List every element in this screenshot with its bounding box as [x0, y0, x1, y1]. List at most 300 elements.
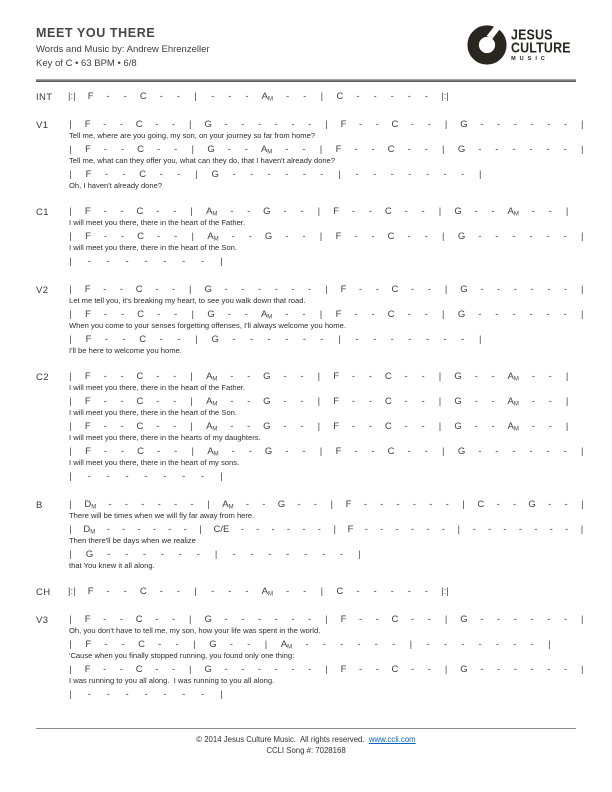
beat-dash: -	[247, 371, 251, 382]
lyric-line: I will meet you there, there in the heart of the Son.	[69, 408, 238, 417]
lyric-line: 'Cause when you finally stopped running, you found only one thing:	[69, 651, 295, 660]
barline: |	[409, 639, 413, 650]
barline: |	[69, 256, 72, 267]
beat-dash: -	[174, 499, 178, 510]
beat-dash: -	[160, 549, 164, 560]
chord-C: C	[139, 334, 147, 345]
beat-dash: -	[407, 586, 411, 597]
beat-dash: -	[351, 371, 356, 382]
barline: |	[214, 549, 218, 560]
beat-dash: -	[308, 614, 312, 625]
beat-dash: -	[245, 586, 249, 597]
beat-dash: -	[158, 639, 162, 650]
repeat-barline: |:|	[68, 586, 76, 597]
beat-dash: -	[491, 206, 495, 217]
beat-dash: -	[302, 446, 306, 457]
beat-dash: -	[351, 206, 356, 217]
beat-dash: -	[274, 284, 278, 295]
beat-dash: -	[374, 639, 378, 650]
beat-dash: -	[231, 446, 235, 457]
beat-dash: -	[232, 334, 236, 345]
beat-dash: -	[529, 144, 533, 155]
beat-dash: -	[563, 119, 568, 130]
beat-dash: -	[355, 334, 359, 345]
barline: |	[69, 309, 72, 320]
beat-dash: -	[245, 91, 249, 102]
beat-dash: -	[274, 614, 278, 625]
beat-dash: -	[171, 664, 176, 675]
beat-dash: -	[168, 524, 172, 535]
section-row	[36, 284, 602, 359]
beat-dash: -	[495, 446, 499, 457]
lyric-line: Tell me, what can they offer you, what can they do, that I haven't already done?	[69, 156, 335, 165]
beat-dash: -	[285, 334, 289, 345]
chord-F: F	[340, 119, 347, 130]
beat-dash: -	[474, 371, 478, 382]
chord-C: C	[137, 309, 144, 320]
beat-dash: -	[368, 421, 372, 432]
beat-dash: -	[159, 586, 163, 597]
beat-dash: -	[407, 231, 411, 242]
chord-C: C	[391, 119, 399, 130]
chord-G: G	[204, 614, 212, 625]
barline: |	[325, 614, 328, 625]
chord-Am: $A_M$	[261, 91, 273, 103]
chord-G: G	[211, 334, 219, 345]
beat-dash: -	[411, 614, 415, 625]
beat-dash: -	[173, 206, 177, 217]
lyric-line: I will meet you there, there in the heart of the Father.	[69, 383, 246, 392]
beat-dash: -	[104, 334, 109, 345]
beat-dash: -	[497, 284, 501, 295]
beat-dash: -	[424, 309, 428, 320]
minor-subscript: M	[212, 376, 218, 383]
beat-dash: -	[351, 396, 356, 407]
beat-dash: -	[297, 499, 301, 510]
beat-dash: -	[531, 421, 535, 432]
beat-dash: -	[354, 231, 358, 242]
barline: |	[581, 309, 584, 320]
beat-dash: -	[144, 689, 148, 700]
beat-dash: -	[354, 309, 358, 320]
beat-dash: -	[547, 664, 551, 675]
barline: |	[69, 421, 72, 432]
barline: |	[317, 421, 321, 432]
beat-dash: -	[371, 231, 375, 242]
chord-G: G	[264, 446, 273, 457]
beat-dash: -	[548, 206, 552, 217]
beat-dash: -	[106, 256, 110, 267]
beat-dash: -	[171, 614, 176, 625]
chord-F: F	[85, 334, 92, 345]
beat-dash: -	[124, 499, 129, 510]
beat-dash: -	[563, 144, 567, 155]
barline: |	[317, 206, 321, 217]
beat-dash: -	[421, 371, 425, 382]
barline: |	[69, 334, 72, 345]
barline: |	[191, 446, 194, 457]
chord-line	[68, 549, 362, 561]
chord-F: F	[84, 284, 91, 295]
beat-dash: -	[425, 169, 430, 180]
beat-dash: -	[230, 396, 234, 407]
beat-dash: -	[496, 499, 500, 510]
beat-dash: -	[240, 524, 244, 535]
barline: |	[69, 169, 72, 180]
beat-dash: -	[155, 284, 159, 295]
beat-dash: -	[106, 471, 110, 482]
beat-dash: -	[244, 309, 248, 320]
beat-dash: -	[120, 309, 125, 320]
beat-dash: -	[488, 524, 492, 535]
beat-dash: -	[308, 119, 312, 130]
chord-C: C	[137, 446, 144, 457]
beat-dash: -	[427, 614, 431, 625]
logo-word-jesus: JESUS	[511, 26, 553, 43]
beat-dash: -	[211, 586, 215, 597]
barline: |	[190, 371, 193, 382]
beat-dash: -	[106, 91, 110, 102]
beat-dash: -	[228, 586, 232, 597]
logo-word-music: MUSIC	[511, 55, 549, 62]
beat-dash: -	[512, 231, 516, 242]
beat-dash: -	[106, 586, 110, 597]
beat-dash: -	[182, 689, 186, 700]
beat-dash: -	[182, 256, 186, 267]
chord-F: F	[85, 231, 91, 242]
beat-dash: -	[407, 446, 411, 457]
barline: |	[193, 639, 196, 650]
beat-dash: -	[285, 144, 289, 155]
beat-dash: -	[491, 396, 495, 407]
chord-line	[68, 206, 570, 218]
minor-subscript: M	[212, 401, 218, 408]
beat-dash: -	[531, 371, 535, 382]
beat-dash: -	[472, 524, 476, 535]
beat-dash: -	[302, 309, 306, 320]
chord-F: F	[85, 169, 92, 180]
beat-dash: -	[359, 119, 363, 130]
chord-G: G	[263, 206, 271, 217]
beat-dash: -	[174, 144, 178, 155]
beat-dash: -	[247, 421, 251, 432]
beat-dash: -	[230, 421, 234, 432]
chord-line	[68, 421, 570, 433]
chord-G: G	[454, 206, 462, 217]
copyright-text: © 2014 Jesus Culture Music. All rights reserved.	[196, 735, 369, 744]
beat-dash: -	[248, 231, 252, 242]
beat-dash: -	[461, 639, 465, 650]
beat-dash: -	[513, 614, 517, 625]
chord-C: C	[139, 91, 147, 102]
beat-dash: -	[171, 284, 176, 295]
beat-dash: -	[549, 524, 553, 535]
beat-dash: -	[564, 499, 568, 510]
chord-Am: $A_M$	[507, 206, 519, 218]
beat-dash: -	[474, 396, 478, 407]
footer	[0, 734, 612, 756]
chord-F: F	[84, 421, 91, 432]
beat-dash: -	[563, 614, 568, 625]
beat-dash: -	[302, 524, 306, 535]
beat-dash: -	[322, 639, 326, 650]
barline: |	[580, 119, 584, 130]
beat-dash: -	[495, 309, 499, 320]
beat-dash: -	[461, 169, 465, 180]
beat-dash: -	[390, 586, 394, 597]
beat-dash: -	[163, 471, 167, 482]
beat-dash: -	[302, 144, 306, 155]
jesus-culture-ring-icon	[466, 24, 508, 66]
minor-subscript: M	[513, 211, 519, 218]
minor-subscript: M	[267, 149, 273, 156]
beat-dash: -	[563, 284, 568, 295]
repeat-barline: |:|	[441, 91, 449, 102]
barline: |	[442, 144, 445, 155]
chord-C: C	[138, 639, 145, 650]
beat-dash: -	[87, 256, 91, 267]
barline: |	[444, 664, 448, 675]
beat-dash: -	[119, 614, 124, 625]
barline: |	[188, 664, 192, 675]
chord-Am: $A_M$	[507, 421, 519, 433]
barline: |	[320, 586, 324, 597]
beat-dash: -	[424, 586, 429, 597]
barline: |	[220, 689, 223, 700]
chord-Dm: $D_M$	[84, 499, 97, 511]
chord-G: G	[460, 614, 468, 625]
beat-dash: -	[224, 664, 228, 675]
chord-F: F	[85, 309, 91, 320]
chord-G: G	[454, 421, 462, 432]
beat-dash: -	[531, 396, 535, 407]
beat-dash: -	[321, 549, 326, 560]
beat-dash: -	[285, 446, 289, 457]
chord-Dm: $D_M$	[83, 524, 96, 536]
section-label-c1: C1	[36, 206, 49, 218]
beat-dash: -	[480, 284, 484, 295]
minor-subscript: M	[287, 644, 293, 651]
chord-F: F	[340, 664, 347, 675]
beat-dash: -	[87, 689, 91, 700]
chord-Am: $A_M$	[207, 446, 219, 458]
beat-dash: -	[241, 664, 245, 675]
jesus-culture-logo	[466, 24, 576, 66]
beat-dash: -	[308, 284, 312, 295]
beat-dash: -	[548, 421, 552, 432]
beat-dash: -	[302, 231, 306, 242]
barline: |	[220, 471, 223, 482]
beat-dash: -	[368, 206, 372, 217]
beat-dash: -	[159, 169, 163, 180]
ccli-link[interactable]: www.ccli.com	[368, 735, 416, 744]
chord-G: G	[277, 499, 286, 510]
beat-dash: -	[305, 639, 309, 650]
beat-dash: -	[529, 309, 533, 320]
beat-dash: -	[123, 586, 127, 597]
chord-G: G	[454, 396, 462, 407]
section-row	[36, 91, 602, 107]
beat-dash: -	[355, 169, 359, 180]
beat-dash: -	[156, 446, 161, 457]
chord-G: G	[460, 284, 468, 295]
barline: |	[358, 549, 361, 560]
section-label-ch: CH	[36, 586, 51, 598]
section-label-v2: V2	[36, 284, 49, 296]
beat-dash: -	[503, 524, 507, 535]
chord-line	[68, 396, 570, 408]
chord-G: G	[460, 119, 468, 130]
beat-dash: -	[421, 206, 425, 217]
beat-dash: -	[173, 371, 177, 382]
beat-dash: -	[173, 396, 177, 407]
chord-C: C	[387, 309, 395, 320]
barline: |	[581, 231, 584, 242]
beat-dash: -	[497, 119, 501, 130]
lyric-line: I will meet you there, there in the heart of my sons.	[69, 458, 240, 467]
beat-dash: -	[174, 231, 178, 242]
section-lines	[68, 206, 602, 272]
lyric-line: I will meet you there, there in the hearts of my daughters.	[69, 433, 261, 442]
beat-dash: -	[285, 169, 289, 180]
chord-F: F	[84, 371, 91, 382]
beat-dash: -	[404, 206, 408, 217]
chord-G: G	[457, 309, 466, 320]
section-lines	[68, 586, 602, 602]
beat-dash: -	[119, 664, 124, 675]
beat-dash: -	[410, 524, 415, 535]
key-tempo-meter: Key of C • 63 BPM • 6/8	[36, 58, 137, 69]
chord-line	[68, 284, 585, 296]
barline: |	[581, 446, 584, 457]
barline: |	[442, 446, 445, 457]
beat-dash: -	[247, 396, 251, 407]
barline: |	[264, 639, 268, 650]
chord-C: C	[387, 144, 395, 155]
beat-dash: -	[268, 549, 272, 560]
barline: |	[195, 169, 198, 180]
chord-G: G	[263, 421, 271, 432]
chord-F: F	[333, 396, 340, 407]
beat-dash: -	[241, 284, 245, 295]
barline: |	[442, 231, 445, 242]
beat-dash: -	[357, 639, 361, 650]
beat-dash: -	[227, 309, 231, 320]
chord-F: F	[333, 421, 340, 432]
beat-dash: -	[404, 396, 408, 407]
beat-dash: -	[303, 91, 307, 102]
chord-G: G	[457, 231, 466, 242]
beat-dash: -	[371, 144, 375, 155]
beat-dash: -	[231, 231, 235, 242]
beat-dash: -	[229, 639, 233, 650]
beat-dash: -	[108, 499, 112, 510]
beat-dash: -	[103, 309, 108, 320]
beat-dash: -	[478, 446, 482, 457]
chord-line	[68, 169, 483, 181]
beat-dash: -	[103, 396, 107, 407]
repeat-barline: |:|	[441, 586, 449, 597]
beat-dash: -	[478, 309, 482, 320]
barline: |	[190, 421, 193, 432]
chord-F: F	[335, 231, 342, 242]
copyright-line	[0, 734, 612, 745]
beat-dash: -	[224, 614, 228, 625]
chord-F: F	[345, 499, 352, 510]
beat-dash: -	[426, 639, 430, 650]
repeat-barline: |:|	[68, 91, 76, 102]
beat-dash: -	[546, 144, 550, 155]
barline: |	[320, 91, 324, 102]
beat-dash: -	[443, 169, 447, 180]
barline: |	[438, 371, 442, 382]
barline: |	[333, 524, 336, 535]
section-lines	[68, 119, 602, 194]
barline: |	[69, 639, 72, 650]
beat-dash: -	[546, 309, 550, 320]
beat-dash: -	[495, 144, 499, 155]
barline: |	[199, 524, 202, 535]
beat-dash: -	[373, 586, 377, 597]
minor-subscript: M	[267, 591, 273, 598]
beat-dash: -	[563, 664, 568, 675]
chord-Am: $A_M$	[507, 371, 519, 383]
barline: |	[338, 169, 341, 180]
beat-dash: -	[368, 396, 372, 407]
barline: |	[479, 169, 482, 180]
beat-dash: -	[547, 614, 551, 625]
chord-Am: $A_M$	[260, 309, 273, 321]
beat-dash: -	[530, 284, 534, 295]
barline: |	[191, 231, 194, 242]
chord-G: G	[204, 119, 212, 130]
chord-Am: $A_M$	[507, 396, 519, 408]
beat-dash: -	[396, 499, 400, 510]
chord-C: C	[477, 499, 485, 510]
chord-G: G	[528, 499, 536, 510]
beat-dash: -	[548, 371, 552, 382]
chord-F: F	[84, 119, 91, 130]
beat-dash: -	[125, 689, 129, 700]
beat-dash: -	[286, 91, 290, 102]
beat-dash: -	[512, 309, 516, 320]
barline: |	[190, 396, 193, 407]
beat-dash: -	[283, 371, 287, 382]
beat-dash: -	[411, 284, 415, 295]
chord-G: G	[204, 284, 212, 295]
chord-line	[68, 446, 585, 458]
lyric-line: When you come to your senses forgetting offenses, I'll always welcome you home.	[69, 321, 346, 330]
footer-divider	[36, 728, 576, 729]
chord-line	[68, 664, 585, 676]
beat-dash: -	[155, 119, 159, 130]
beat-dash: -	[122, 169, 126, 180]
beat-dash: -	[300, 371, 304, 382]
beat-dash: -	[152, 524, 156, 535]
beat-dash: -	[176, 91, 181, 102]
beat-dash: -	[103, 284, 107, 295]
barline: |	[69, 371, 72, 382]
beat-dash: -	[267, 334, 271, 345]
beat-dash: -	[283, 396, 287, 407]
beat-dash: -	[364, 524, 368, 535]
barline: |	[69, 614, 72, 625]
beat-dash: -	[257, 284, 262, 295]
beat-dash: -	[373, 169, 377, 180]
chord-C: C	[136, 371, 144, 382]
beat-dash: -	[530, 639, 534, 650]
beat-dash: -	[274, 119, 278, 130]
